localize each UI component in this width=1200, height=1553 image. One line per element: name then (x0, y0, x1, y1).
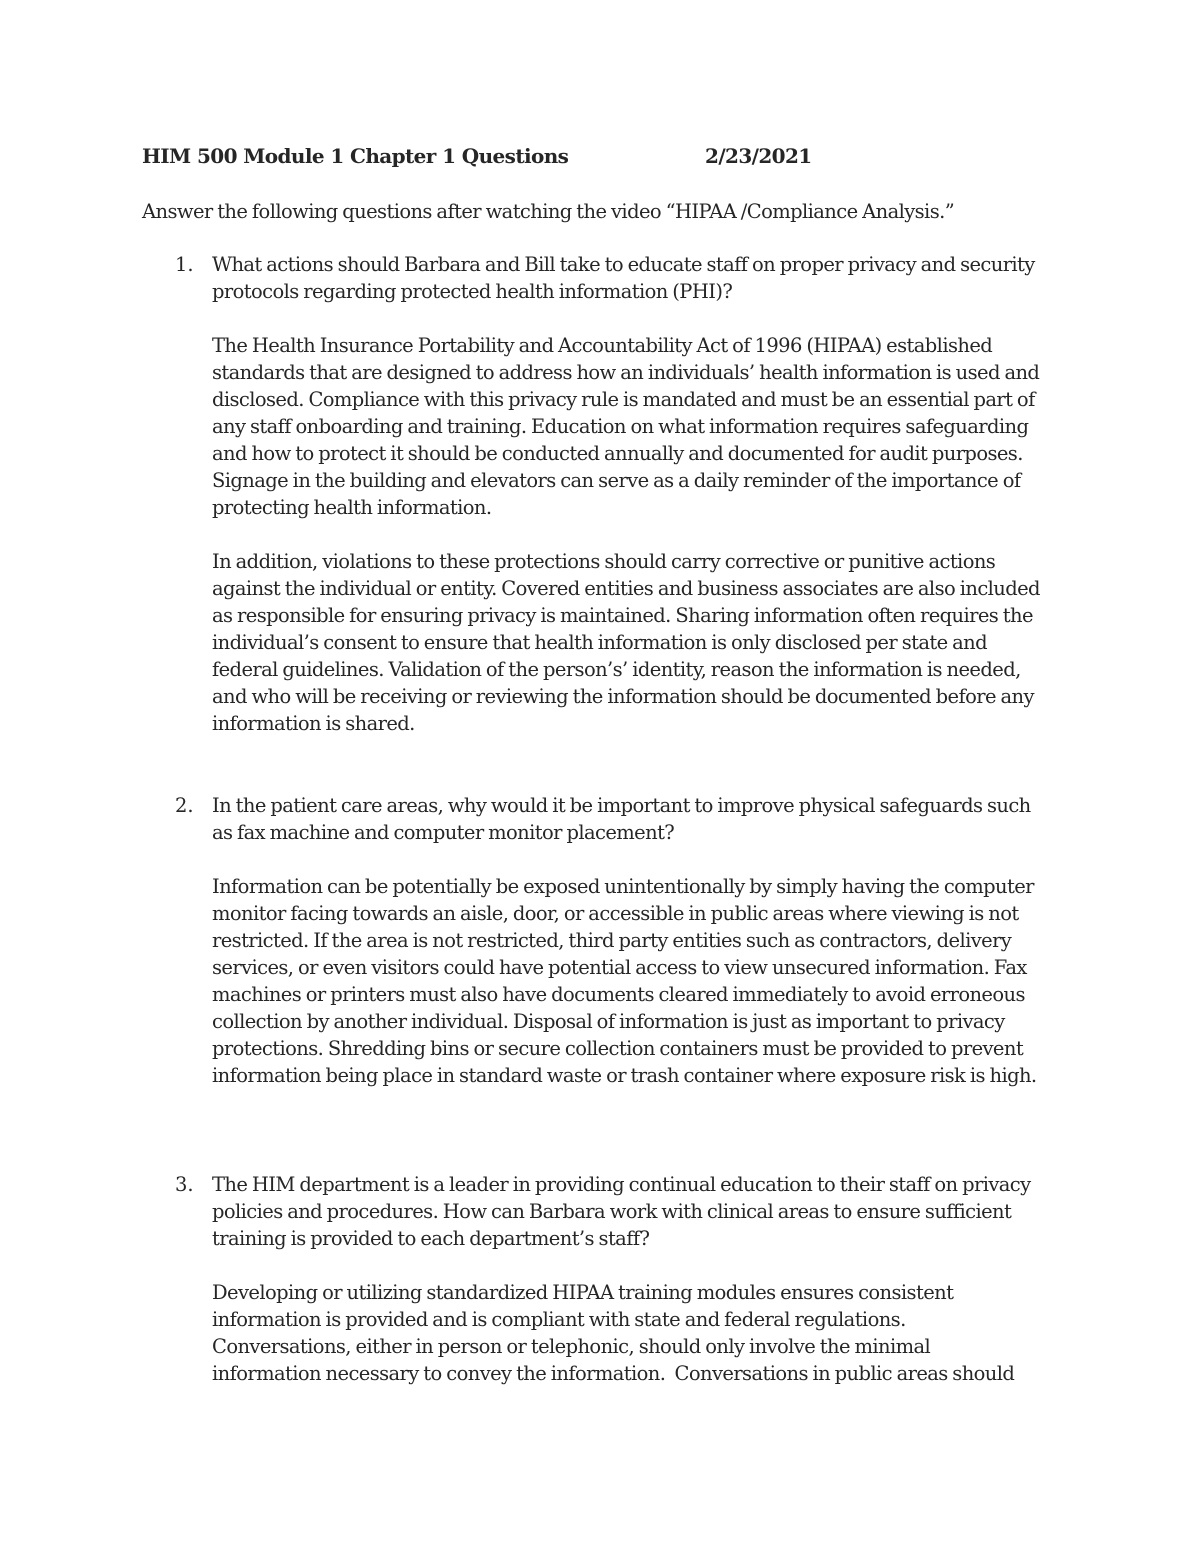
answer-line: Signage in the building and elevators can serve as a daily reminder of the importance of (212, 469, 1021, 492)
answer-line: individual’s consent to ensure that health information is only disclosed per state and (212, 631, 988, 654)
question-number: 1. (175, 253, 194, 276)
answer-line: Conversations, either in person or telephonic, should only involve the minimal (212, 1335, 931, 1358)
question-number: 3. (175, 1173, 194, 1196)
answer-line: Developing or utilizing standardized HIPAA training modules ensures consistent (212, 1281, 954, 1304)
answer-3-paragraph-1 (212, 1279, 1092, 1387)
answer-line: information being place in standard waste or trash container where exposure risk is high. (212, 1064, 1037, 1087)
question-line: In the patient care areas, why would it be important to improve physical safeguards such (212, 794, 1031, 817)
answer-line: protecting health information. (212, 496, 492, 519)
answer-line: federal guidelines. Validation of the person’s’ identity, reason the information is needed, (212, 658, 1021, 681)
answer-line: information is shared. (212, 712, 415, 735)
answer-2-paragraph-1 (212, 873, 1092, 1089)
answer-line: standards that are designed to address how an individuals’ health information is used and (212, 361, 1040, 384)
question-1-text (212, 251, 1092, 305)
question-line: training is provided to each department’s staff? (212, 1227, 650, 1250)
answer-line: The Health Insurance Portability and Accountability Act of 1996 (HIPAA) established (212, 334, 993, 357)
document-date: 2/23/2021 (705, 144, 812, 168)
answer-line: protections. Shredding bins or secure collection containers must be provided to prevent (212, 1037, 1024, 1060)
question-line: policies and procedures. How can Barbara work with clinical areas to ensure sufficient (212, 1200, 1012, 1223)
answer-line: Information can be potentially be exposed unintentionally by simply having the computer (212, 875, 1034, 898)
question-2-text (212, 792, 1092, 846)
answer-1-paragraph-2 (212, 548, 1092, 737)
answer-line: restricted. If the area is not restricted, third party entities such as contractors, delivery (212, 929, 1012, 952)
answer-line: In addition, violations to these protections should carry corrective or punitive actions (212, 550, 996, 573)
intro-text: Answer the following questions after watching the video “HIPAA /Compliance Analysis.” (142, 200, 955, 223)
document-title: HIM 500 Module 1 Chapter 1 Questions (142, 144, 569, 168)
answer-line: collection by another individual. Disposal of information is just as important to privacy (212, 1010, 1005, 1033)
answer-line: disclosed. Compliance with this privacy rule is mandated and must be an essential part of (212, 388, 1035, 411)
answer-line: information is provided and is compliant with state and federal regulations. (212, 1308, 906, 1331)
answer-line: as responsible for ensuring privacy is maintained. Sharing information often requires the (212, 604, 1033, 627)
question-line: as fax machine and computer monitor placement? (212, 821, 675, 844)
question-line: protocols regarding protected health information (PHI)? (212, 280, 733, 303)
question-line: What actions should Barbara and Bill take to educate staff on proper privacy and security (212, 253, 1035, 276)
answer-line: against the individual or entity. Covered entities and business associates are also included (212, 577, 1040, 600)
answer-line: and how to protect it should be conducted annually and documented for audit purposes. (212, 442, 1023, 465)
answer-line: and who will be receiving or reviewing the information should be documented before any (212, 685, 1034, 708)
question-3-text (212, 1171, 1092, 1252)
answer-line: services, or even visitors could have potential access to view unsecured information. Fax (212, 956, 1027, 979)
answer-line: monitor facing towards an aisle, door, or accessible in public areas where viewing is not (212, 902, 1019, 925)
answer-line: machines or printers must also have documents cleared immediately to avoid erroneous (212, 983, 1025, 1006)
question-line: The HIM department is a leader in providing continual education to their staff on privacy (212, 1173, 1031, 1196)
answer-line: information necessary to convey the information. Conversations in public areas should (212, 1362, 1015, 1385)
question-number: 2. (175, 794, 194, 817)
answer-line: any staff onboarding and training. Education on what information requires safeguarding (212, 415, 1029, 438)
answer-1-paragraph-1 (212, 332, 1092, 521)
